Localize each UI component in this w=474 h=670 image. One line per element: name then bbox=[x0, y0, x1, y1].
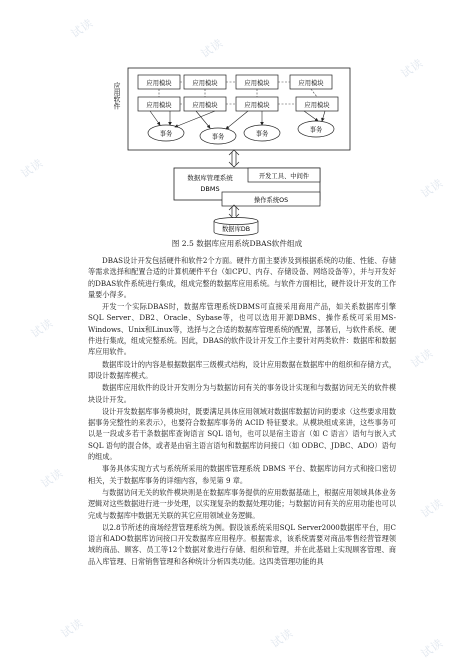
paragraph: 开发一个实际DBAS时，数据库管理系统DBMS可直接采用商用产品，如关系数据库引擎SQL Server、DB2、Oracle、Sybase等，也可以选用开源DBMS、操作系统可采用MS-Windows、Unix和Linux等，选择与之合适的数据库管理系统的配置，部署后，与软件系统、硬件进行集成，组成完整系统。因此，DBAS的软件设计开发工作主要针对两类软件：数据库和数据库应用软件。 bbox=[88, 302, 396, 357]
svg-text:事务: 事务 bbox=[309, 126, 323, 134]
paragraph: 数据库应用软件的设计开发则分为与数据访问有关的事务设计实现和与数据访问无关的软件模块设计开发。 bbox=[88, 383, 396, 404]
dbms-label-abbr: DBMS bbox=[200, 185, 220, 193]
transaction-ellipse bbox=[200, 128, 236, 144]
watermark: 试读 bbox=[418, 176, 446, 201]
watermark: 试读 bbox=[418, 496, 446, 521]
db-label: 数据库DB bbox=[221, 226, 251, 233]
watermark: 试读 bbox=[408, 346, 436, 371]
app-module bbox=[184, 97, 226, 111]
svg-text:应用模块: 应用模块 bbox=[298, 80, 324, 87]
watermark: 试读 bbox=[268, 626, 296, 651]
app-module bbox=[138, 97, 180, 111]
svg-text:应用模块: 应用模块 bbox=[192, 102, 218, 109]
dbms-db-connector bbox=[229, 205, 239, 219]
watermark: 试读 bbox=[198, 36, 226, 61]
watermark: 试读 bbox=[38, 466, 66, 491]
svg-text:事务: 事务 bbox=[255, 130, 269, 138]
app-module bbox=[290, 75, 332, 89]
app-module bbox=[236, 75, 278, 89]
dev-tools-label: 开发工具、中间件 bbox=[258, 173, 310, 180]
transaction-ellipse bbox=[298, 121, 334, 137]
svg-text:应用模块: 应用模块 bbox=[146, 102, 172, 109]
svg-text:应用模块: 应用模块 bbox=[304, 102, 330, 109]
app-module bbox=[296, 97, 338, 111]
svg-text:应用模块: 应用模块 bbox=[146, 80, 172, 87]
app-module bbox=[236, 97, 278, 111]
watermark: 试读 bbox=[58, 616, 86, 641]
paragraph: 以2.8节所述的商场经营管理系统为例。假设该系统采用SQL Server2000数据库平台，用C语言和ADO数据库访问接口开发数据库应用程序。根据需求，该系统需要对商品零售经营管理领域的商品、顾客、员工等12个数据对象进行存储、组织和管理，并在此基础上实现顾客管理、商品入库管理、日常销售管理和各种统计分析四类功能。这四类管理功能的具 bbox=[88, 522, 396, 566]
paragraph: 与数据访问无关的软件模块则是在数据库事务提供的应用数据基础上，根据应用领域具体业务逻辑对这些数据进行进一步处理，以实现复杂的数据处理功能；与数据访问有关的应用功能也可以完成与数据库中数据无关联的其它应用领域业务逻辑。 bbox=[88, 487, 396, 520]
watermark: 试读 bbox=[18, 156, 46, 181]
svg-text:应用模块: 应用模块 bbox=[244, 80, 270, 87]
app-module bbox=[138, 75, 180, 89]
svg-text:应用模块: 应用模块 bbox=[244, 102, 270, 109]
transaction-ellipse bbox=[148, 125, 184, 141]
paragraph: 事务具体实现方式与系统所采用的数据库管理系统 DBMS 平台、数据库访问方式和接口密切相关，关于数据库事务的详细内容，参见第 9 章。 bbox=[88, 464, 396, 485]
app-dbms-connector bbox=[229, 150, 239, 167]
svg-text:事务: 事务 bbox=[159, 130, 173, 138]
dbms-label: 数据库管理系统 bbox=[187, 174, 233, 182]
body-text bbox=[88, 255, 396, 568]
app-module bbox=[184, 75, 226, 89]
app-group-label: 应用软件 bbox=[112, 82, 120, 110]
svg-text:应用模块: 应用模块 bbox=[192, 80, 218, 87]
watermark: 试读 bbox=[418, 636, 446, 661]
watermark: 试读 bbox=[398, 56, 426, 81]
os-label: 操作系统OS bbox=[253, 197, 289, 204]
watermark: 试读 bbox=[68, 16, 96, 41]
paragraph: 设计开发数据库事务模块时，既要满足具体应用领域对数据库数据访问的要求（这些要求用数据事务完整性的来表示），也要符合数据库事务的 ACID 特征要求。从模块组成来讲，这些事务可以是一段或多若干条数据库查询语言 SQL 语句，也可以是宿主语言（如 C 语言）语句与嵌入式 SQL 语句的混合体，或者是由宿主语言语句和数据库访问接口（如 ODBC、JDBC、ADO）语句的组成。 bbox=[88, 406, 396, 462]
dbas-architecture-diagram bbox=[0, 0, 474, 236]
figure-caption: 图 2.5 数据库应用系统DBAS软件组成 bbox=[171, 239, 303, 248]
paragraph: DBAS设计开发包括硬件和软件2个方面。硬件方面主要涉及到根据系统的功能、性能、存储等需求选择和配置合适的计算机硬件平台（如CPU、内存、存储设备、网络设备等），并与开发好的DBAS软件系统进行集成，组成完整的数据库应用系统。与软件方面相比，硬件设计开发的工作量要小得多。 bbox=[88, 256, 396, 299]
svg-text:事务: 事务 bbox=[211, 133, 225, 141]
transaction-ellipse bbox=[244, 125, 280, 141]
paragraph: 数据库设计的内容是根据数据库三级模式结构，设计应用数据在数据库中的组织和存储方式，即设计数据库模式。 bbox=[88, 359, 396, 380]
database-cylinder bbox=[214, 218, 258, 236]
watermark: 试读 bbox=[28, 316, 56, 341]
